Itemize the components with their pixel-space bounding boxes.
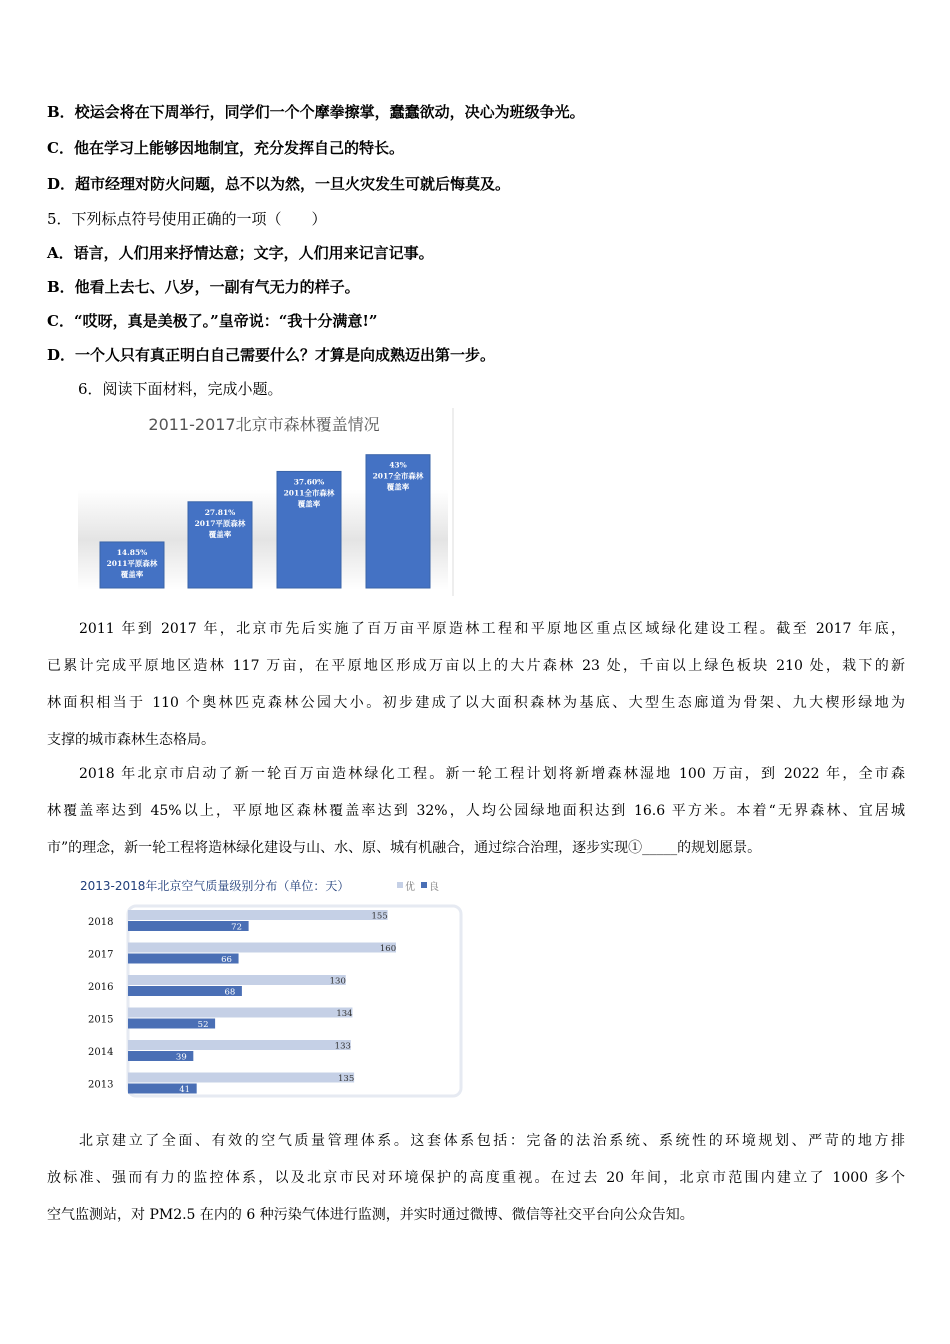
bar-category-label-2: 覆盖率 [386, 482, 410, 492]
year-label: 2014 [88, 1047, 114, 1058]
bar-value-label: 37.60% [293, 477, 325, 487]
bar-value-label: 135 [338, 1074, 355, 1084]
legend-swatch-you [397, 882, 403, 888]
bar-you [128, 910, 388, 920]
paragraph-1 [47, 611, 905, 759]
bar-category-label-2: 覆盖率 [297, 499, 321, 509]
paragraph-line: 市”的理念，新一轮工程将造林绿化建设与山、水、原、城有机融合，通过综合治理，逐步实现①_____的规划愿景。 [47, 840, 762, 856]
q4-option-d: D．超市经理对防火问题，总不以为然，一旦火灾发生可就后悔莫及。 [47, 175, 511, 193]
q5-option-c: C．“哎呀，真是美极了。”皇帝说：“我十分满意!” [47, 312, 378, 330]
bar-category-label: 2011平原森林 [106, 558, 158, 568]
bar-category-label-2: 覆盖率 [120, 569, 144, 579]
year-label: 2013 [88, 1079, 114, 1091]
paragraph-line: 北京建立了全面、有效的空气质量管理体系。这套体系包括：完备的法治系统、系统性的环境规划、严苛的地方排 [79, 1133, 905, 1149]
q4-option-b: B．校运会将在下周举行，同学们一个个摩拳擦掌，蠢蠢欲动，决心为班级争光。 [47, 103, 585, 121]
legend-swatch-liang [421, 882, 427, 888]
bar-value-label: 39 [175, 1052, 187, 1063]
paragraph-2 [47, 756, 905, 867]
q5-option-a: A．语言，人们用来抒情达意；文字，人们用来记言记事。 [47, 244, 434, 262]
bar-value-label: 41 [179, 1085, 191, 1095]
paragraph-line: 2018 年北京市启动了新一轮百万亩造林绿化工程。新一轮工程计划将新增森林湿地 100 万亩，到 2022 年，全市森 [79, 766, 905, 782]
bar-category-label-2: 覆盖率 [208, 529, 232, 539]
year-label: 2017 [88, 949, 114, 961]
bar-value-label: 66 [221, 955, 232, 965]
bar-category-label: 2017平原森林 [194, 518, 246, 528]
bar-you [128, 943, 396, 953]
q5-stem: 5．下列标点符号使用正确的一项（ ） [47, 210, 327, 228]
paragraph-line: 2011 年到 2017 年，北京市先后实施了百万亩平原造林工程和平原地区重点区域绿化建设工程。截至 2017 年底， [79, 621, 905, 637]
q5-option-b: B．他看上去七、八岁，一副有气无力的样子。 [47, 278, 360, 296]
bar-value-label: 14.85% [116, 547, 148, 557]
chart-title: 2011-2017北京市森林覆盖情况 [148, 415, 380, 434]
bar-category-label: 2011全市森林 [283, 488, 335, 498]
bar-value-label: 130 [329, 976, 346, 987]
bar-value-label: 43% [389, 460, 407, 470]
paragraph-line: 支撑的城市森林生态格局。 [47, 732, 215, 748]
paragraph-3 [47, 1123, 905, 1234]
year-label: 2018 [88, 917, 114, 928]
legend-label-you: 优 [405, 882, 415, 893]
q4-option-c: C．他在学习上能够因地制宜，充分发挥自己的特长。 [47, 139, 404, 157]
q6-stem: 6．阅读下面材料，完成小题。 [78, 380, 283, 398]
legend-label-liang: 良 [429, 882, 439, 893]
bar-you [128, 1040, 351, 1050]
air-quality-chart [78, 872, 468, 1100]
bar-value-label: 72 [231, 922, 243, 933]
bar-value-label: 52 [197, 1020, 209, 1030]
year-label: 2015 [88, 1014, 114, 1026]
forest-coverage-chart [78, 408, 454, 596]
bar-value-label: 155 [371, 911, 388, 922]
bar-value-label: 68 [224, 987, 236, 998]
paragraph-line: 林覆盖率达到 45%以上，平原地区森林覆盖率达到 32%，人均公园绿地面积达到 16.6 平方米。本着“无界森林、宜居城 [47, 803, 905, 819]
paragraph-line: 已累计完成平原地区造林 117 万亩，在平原地区形成万亩以上的大片森林 23 处，千亩以上绿色板块 210 处，栽下的新 [47, 658, 905, 674]
bar-value-label: 160 [379, 944, 397, 954]
paragraph-line: 林面积相当于 110 个奥林匹克森林公园大小。初步建成了以大面积森林为基底、大型生态廊道为骨架、九大楔形绿地为 [47, 695, 905, 711]
chart-title: 2013-2018年北京空气质量级别分布（单位：天） [80, 879, 350, 893]
plot-frame [128, 906, 461, 1096]
bar-value-label: 133 [334, 1041, 351, 1052]
bar-category-label: 2017全市森林 [372, 471, 424, 481]
bar-you [128, 975, 346, 985]
paragraph-line: 放标准、强而有力的监控体系，以及北京市民对环境保护的高度重视。在过去 20 年间，北京市范围内建立了 1000 多个 [47, 1170, 905, 1186]
paragraph-line: 空气监测站，对 PM2.5 在内的 6 种污染气体进行监测，并实时通过微博、微信等社交平台向公众告知。 [47, 1207, 694, 1223]
bar-value-label: 27.81% [204, 507, 236, 517]
year-label: 2016 [88, 982, 114, 993]
bar-you [128, 1073, 354, 1083]
q5-option-d: D．一个人只有真正明白自己需要什么？才算是向成熟迈出第一步。 [47, 346, 496, 364]
bar-you [128, 1008, 352, 1018]
bar-value-label: 134 [336, 1009, 353, 1019]
